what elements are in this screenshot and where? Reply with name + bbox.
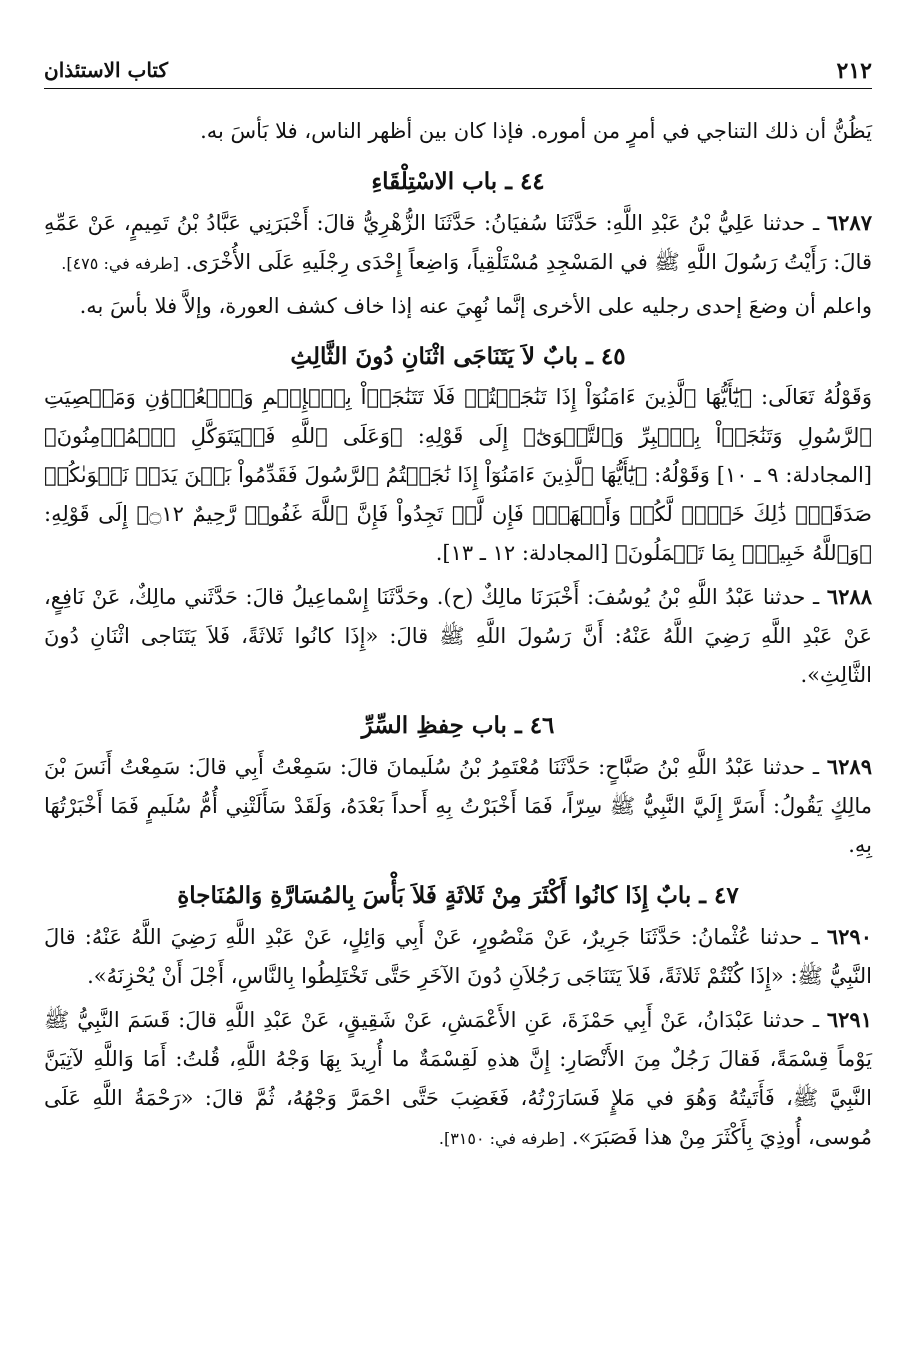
hadith-text: ـ حدثنا عَلِيُّ بْنُ عَبْدِ اللَّهِ: حَدَّثَنَا سُفيَانُ: حَدَّثَنَا الزُّهْرِيُّ قالَ: أَخْبَرَنِي عَبَّادُ بْنُ تَمِيمٍ، عَنْ عَمِّهِ قالَ: رَأَيْتُ رَسُولَ اللَّهِ ﷺ في المَسْجِدِ مُسْتَلْقِياً، وَاضِعاً إِحْدَى رِجْلَيهِ عَلَى الأُخْرَى. (44, 211, 872, 274)
hadith-number: ٦٢٩١ (826, 1007, 872, 1032)
hadith-text: ـ حدثنا عَبْدَانُ، عَنْ أَبِي حَمْزَةَ، عَنِ الأَعْمَشِ، عَنْ شَقِيقٍ، عَنْ عَبْدِ اللَّهِ قالَ: قَسَمَ النَّبِيُّ ﷺ يَوْماً قِسْمَةً، فَقالَ رَجُلٌ مِنَ الأَنْصَارِ: إِنَّ هذهِ لَقِسْمَةٌ ما أُرِيدَ بِهَا وَجْهُ اللَّهِ، قُلتُ: أَمَا وَاللَّهِ لآتِيَنَّ النَّبِيَّ ﷺ، فَأَتَيتُهُ وَهُوَ في مَلإٍ فَسَارَرْتُهُ، فَغَضِبَ حَتَّى احْمَرَّ وَجْهُهُ، ثُمَّ قالَ: «رَحْمَةُ اللَّهِ عَلَى مُوسى، أُوذِيَ بِأَكْثَرَ مِنْ هذا فَصَبَرَ». (44, 1008, 872, 1149)
hadith-number: ٦٢٨٧ (826, 210, 872, 235)
page-number: ٢١٢ (836, 58, 872, 84)
chapter-heading-44: ٤٤ ـ باب الاسْتِلْقَاءِ (371, 168, 545, 195)
cross-reference: [طرفه في: ٣١٥٠]. (438, 1129, 566, 1148)
cross-reference: [طرفه في: ٤٧٥]. (61, 254, 179, 273)
hadith-number: ٦٢٩٠ (826, 924, 872, 949)
hadith-6291 (44, 1000, 872, 1158)
intro-paragraph: يَظُنُّ أن ذلك التناجي في أمرٍ من أموره. فإذا كان بين أظهر الناس، فلا بَأسَ به. (200, 119, 872, 143)
chapter-heading-45: ٤٥ ـ بابٌ لاَ يَتَنَاجَى اثْنَانِ دُونَ الثَّالِثِ (290, 343, 626, 370)
commentary-paragraph: واعلم أن وضعَ إحدى رجليه على الأخرى إنَّما نُهِيَ عنه إذا خاف كشف العورة، وإلاَّ فلا بأسَ به. (79, 294, 872, 318)
hadith-number: ٦٢٨٨ (826, 584, 872, 609)
page-body (44, 112, 872, 1158)
chapter-heading-47: ٤٧ ـ بابٌ إِذَا كانُوا أَكْثَرَ مِنْ ثَلاثَةٍ فَلاَ بَأْسَ بِالمُسَارَّةِ وَالمُنَاجاةِ (177, 882, 739, 909)
chapter-heading-46: ٤٦ ـ باب حِفظِ السِّرِّ (361, 712, 555, 739)
book-title: كتاب الاستئذان (44, 58, 168, 82)
quran-verse-paragraph: وَقَوْلُهُ تَعَالَى: ﴿يَٰٓأَيُّهَا ٱلَّذِينَ ءَامَنُوٓاْ إِذَا تَنَٰجَيۡتُمۡ فَلَا تَتَنَٰجَوۡاْ بِٱلۡإِثۡمِ وَٱلۡعُدۡوَٰنِ وَمَعۡصِيَتِ ٱلرَّسُولِ وَتَنَٰجَوۡاْ بِٱلۡبِرِّ وَٱلتَّقۡوَىٰٓ﴾ إِلَى قَوْلِهِ: ﴿وَعَلَى ٱللَّهِ فَلۡيَتَوَكَّلِ ٱلۡمُؤۡمِنُونَ﴾ [المجادلة: ٩ ـ ١٠] وَقَوْلُهُ: ﴿يَٰٓأَيُّهَا ٱلَّذِينَ ءَامَنُوٓاْ إِذَا نَٰجَيۡتُمُ ٱلرَّسُولَ فَقَدِّمُواْ بَيۡنَ يَدَيۡ نَجۡوَىٰكُمۡ صَدَقَةٗۚ ذَٰلِكَ خَيۡرٞ لَّكُمۡ وَأَطۡهَرُۚ فَإِن لَّمۡ تَجِدُواْ فَإِنَّ ٱللَّهَ غَفُورٞ رَّحِيمٌ ۝١٢﴾ إِلَى قَوْلِهِ: ﴿وَٱللَّهُ خَبِيرُۢ بِمَا تَعۡمَلُونَ﴾ [المجادلة: ١٢ ـ ١٣]. (44, 385, 873, 565)
hadith-text: ـ حدثنا عَبْدُ اللَّهِ بْنُ يُوسُفَ: أَخْبَرَنَا مالِكٌ (ح). وحَدَّثَنَا إِسْماعِيلُ قالَ: حَدَّثَني مالِكٌ، عَنْ نَافِعٍ، عَنْ عَبْدِ اللَّهِ رَضِيَ اللَّهُ عَنْهُ: أَنَّ رَسُولَ اللَّهِ ﷺ قالَ: «إِذَا كانُوا ثَلاثَةً، فَلاَ يَتَنَاجى اثْنَانِ دُونَ الثَّالِثِ». (44, 585, 872, 687)
hadith-6287 (44, 203, 872, 283)
hadith-6289 (44, 747, 872, 865)
hadith-6288 (44, 577, 872, 695)
page-header (44, 58, 872, 89)
hadith-6290 (44, 917, 872, 996)
hadith-number: ٦٢٨٩ (826, 754, 872, 779)
hadith-text: ـ حدثنا عَبْدُ اللَّهِ بْنُ صَبَّاحٍ: حَدَّثَنَا مُعْتَمِرُ بْنُ سُلَيمانَ قالَ: سَمِعْتُ أَبِي قالَ: سَمِعْتُ أَنَسَ بْنَ مالِكٍ يَقُولُ: أَسَرَّ إِلَيَّ النَّبِيُّ ﷺ سِرّاً، فَمَا أَخْبَرْتُ بِهِ أَحداً بَعْدَهُ، وَلَقَدْ سَأَلَتْنِي أُمُّ سُلَيمٍ فَمَا أَخْبَرْتُهَا بِهِ. (44, 755, 872, 857)
hadith-text: ـ حدثنا عُثْمانُ: حَدَّثَنَا جَرِيرٌ، عَنْ مَنْصُورٍ، عَنْ أَبِي وَائِلٍ، عَنْ عَبْدِ اللَّهِ رَضِيَ اللَّهُ عَنْهُ: قالَ النَّبِيُّ ﷺ: «إِذَا كُنْتُمْ ثَلاثَةً، فَلاَ يَتَنَاجَى رَجُلاَنِ دُونَ الآخَرِ حَتَّى تَخْتَلِطُوا بِالنَّاسِ، أَجْلَ أَنْ يُحْزِنَهُ». (44, 925, 872, 988)
